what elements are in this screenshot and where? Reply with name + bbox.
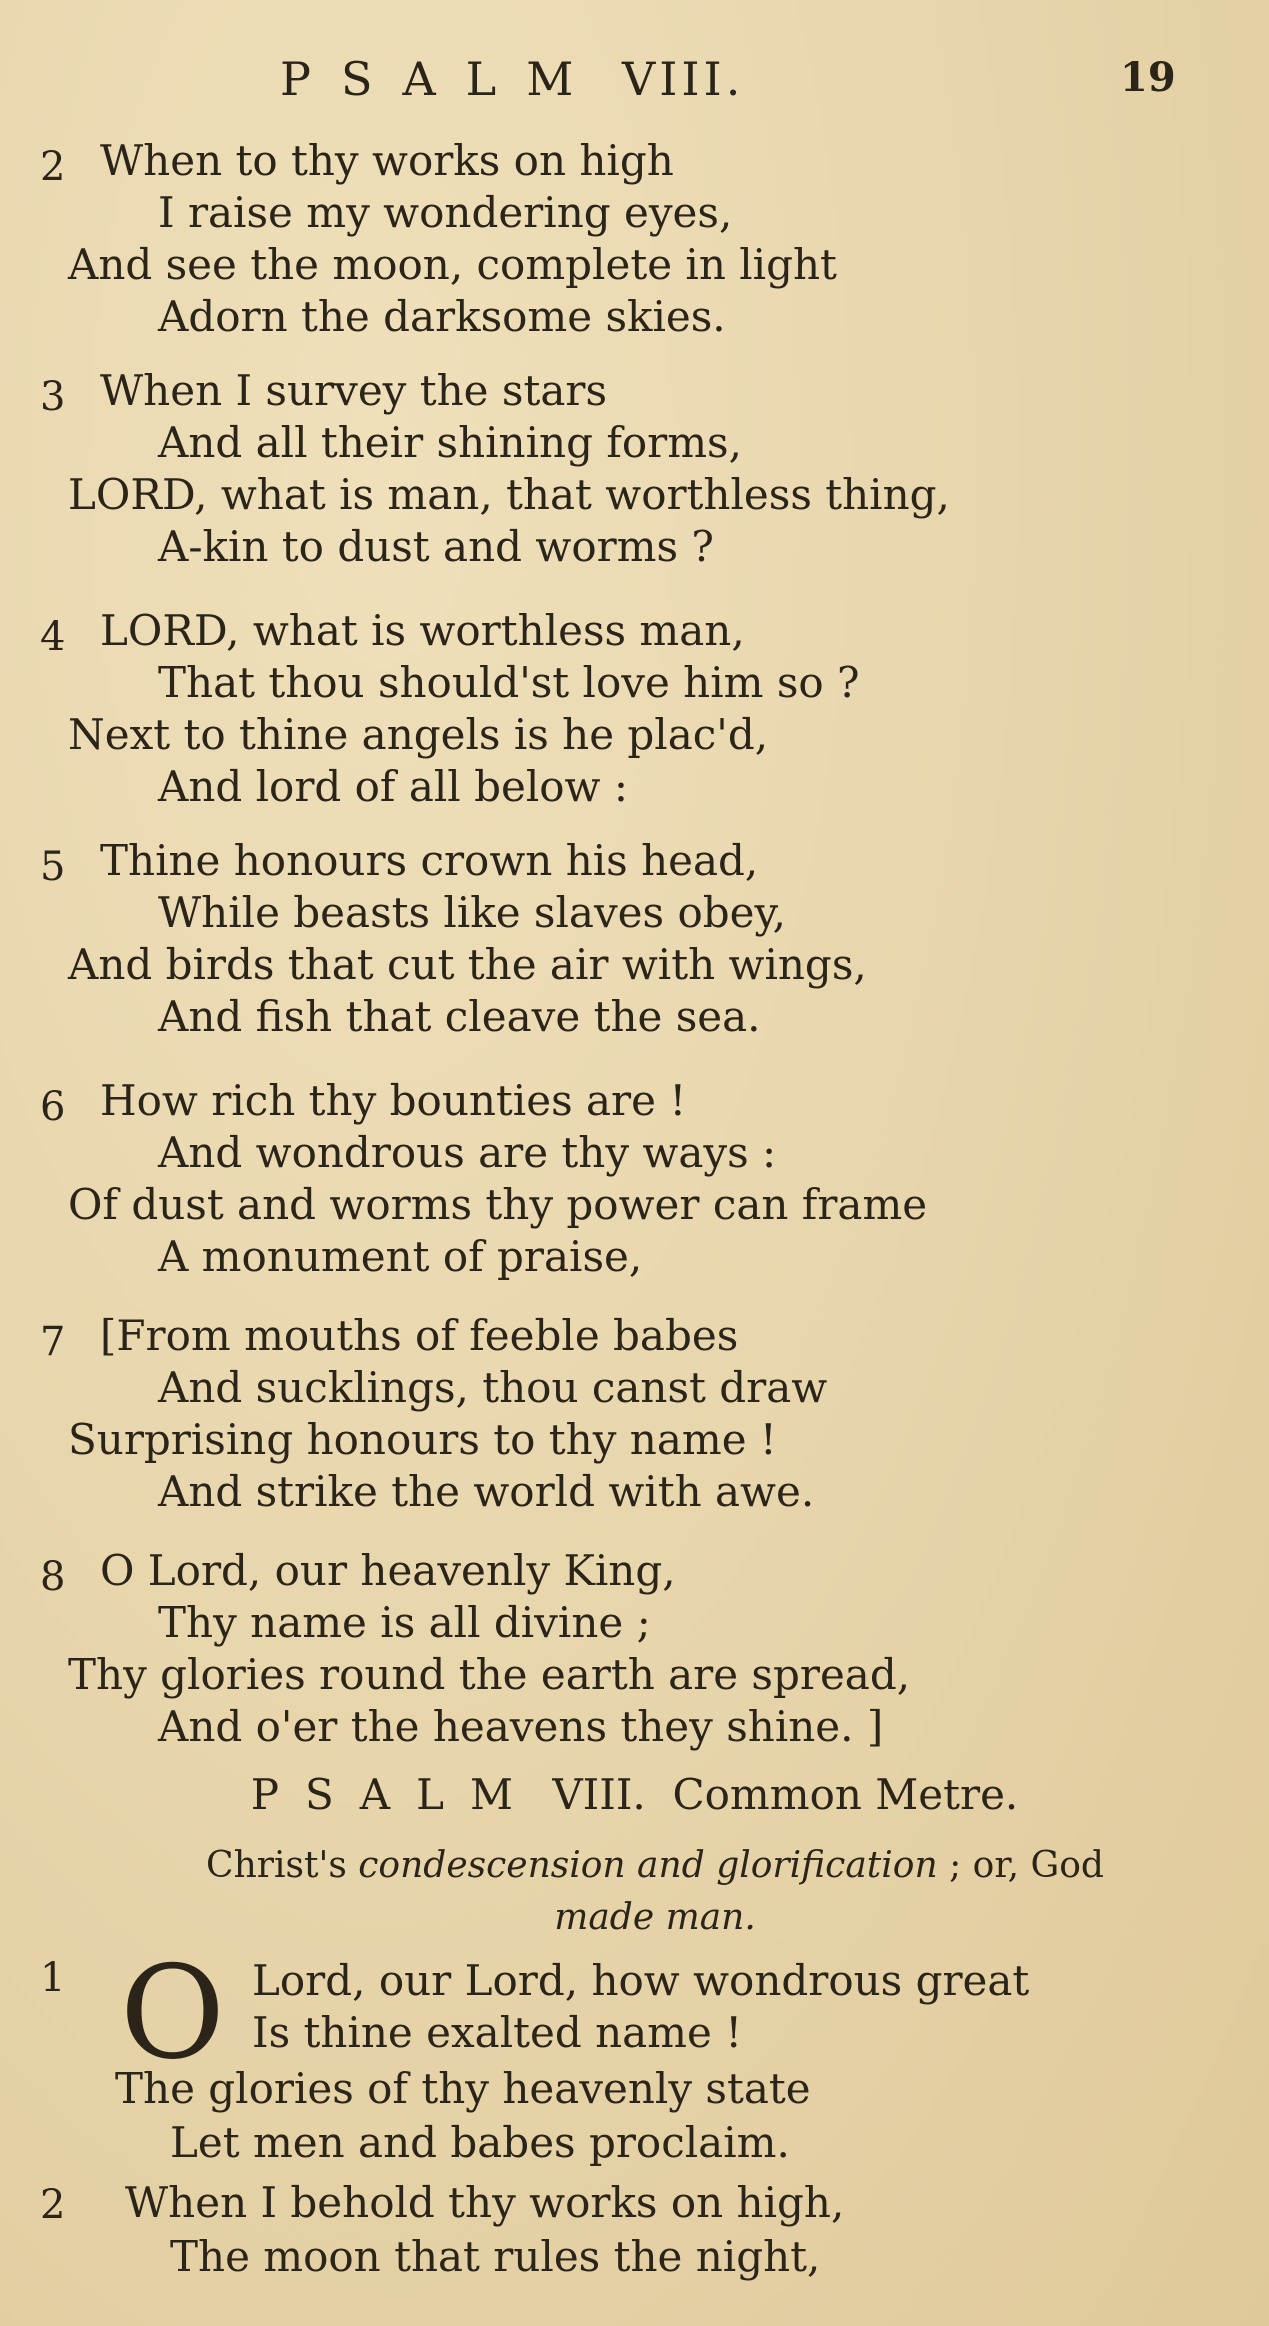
verse-line: When I survey the stars	[100, 366, 607, 415]
verse-line: Thy name is all divine ;	[158, 1598, 651, 1647]
verse-line: I raise my wondering eyes,	[158, 188, 733, 237]
verse-line: And all their shining forms,	[158, 418, 742, 467]
running-head	[0, 52, 1269, 112]
verse-line: And lord of all below :	[158, 762, 628, 811]
verse-line: Next to thine angels is he plac'd,	[68, 710, 769, 759]
verse-line: Let men and babes proclaim.	[170, 2118, 790, 2167]
verse-line: [From mouths of feeble babes	[100, 1311, 739, 1360]
verse-number: 6	[40, 1084, 66, 1130]
verse-line: Adorn the darksome skies.	[158, 292, 726, 341]
verse-line: That thou should'st love him so ?	[158, 658, 860, 707]
verse-line: And sucklings, thou canst draw	[158, 1363, 828, 1412]
verse-line: A monument of praise,	[158, 1232, 643, 1281]
verse-line: Lord, our Lord, how wondrous great	[252, 1956, 1030, 2005]
drop-cap: O	[120, 1939, 225, 2088]
verse-number: 1	[40, 1955, 66, 2001]
running-head-numeral: VIII.	[621, 52, 745, 106]
verse-line: O Lord, our heavenly King,	[100, 1546, 676, 1595]
verse-line: LORD, what is man, that worthless thing,	[68, 470, 950, 519]
psalm-heading	[0, 1770, 1269, 1819]
verse-number: 8	[40, 1554, 66, 1600]
running-head-title	[280, 52, 744, 106]
verse-line: And fish that cleave the sea.	[158, 992, 761, 1041]
verse-line: And birds that cut the air with wings,	[68, 940, 867, 989]
verse-line: When to thy works on high	[100, 136, 674, 185]
caption-tail: ; or, God	[949, 1845, 1104, 1886]
verse-line: While beasts like slaves obey,	[158, 888, 786, 937]
verse-number: 4	[40, 614, 66, 660]
psalm-heading-word: PSALM	[250, 1770, 539, 1819]
psalm-heading-metre: Common Metre.	[672, 1770, 1019, 1819]
caption-italic-2: made man.	[554, 1897, 756, 1938]
verse-number: 3	[40, 374, 66, 420]
verse-number: 2	[40, 144, 66, 190]
verse-line: Of dust and worms thy power can frame	[68, 1180, 928, 1229]
verse-line: The glories of thy heavenly state	[115, 2064, 811, 2113]
verse-line: LORD, what is worthless man,	[100, 606, 745, 655]
verse-line: Thy glories round the earth are spread,	[68, 1650, 911, 1699]
verse-line: Is thine exalted name !	[252, 2008, 743, 2057]
verse-number: 2	[40, 2182, 66, 2228]
running-head-word: PSALM	[280, 52, 604, 106]
verse-number: 7	[40, 1319, 66, 1365]
caption-italic: condescension and glorification	[358, 1845, 938, 1886]
verse-line: When I behold thy works on high,	[125, 2178, 845, 2227]
verse-line: A-kin to dust and worms ?	[158, 522, 714, 571]
verse-line: And o'er the heavens they shine. ]	[158, 1702, 884, 1751]
psalm-caption	[90, 1840, 1220, 1944]
verse-line: And wondrous are thy ways :	[158, 1128, 777, 1177]
page-number: 19	[1120, 54, 1176, 101]
verse-line: The moon that rules the night,	[170, 2232, 821, 2281]
verse-line: Thine honours crown his head,	[100, 836, 759, 885]
psalm-heading-numeral: VIII.	[552, 1770, 646, 1819]
verse-number: 5	[40, 844, 66, 890]
verse-line: How rich thy bounties are !	[100, 1076, 687, 1125]
caption-roman: Christ's	[206, 1845, 347, 1886]
verse-line: Surprising honours to thy name !	[68, 1415, 777, 1464]
verse-line: And strike the world with awe.	[158, 1467, 815, 1516]
verse-line: And see the moon, complete in light	[68, 240, 837, 289]
